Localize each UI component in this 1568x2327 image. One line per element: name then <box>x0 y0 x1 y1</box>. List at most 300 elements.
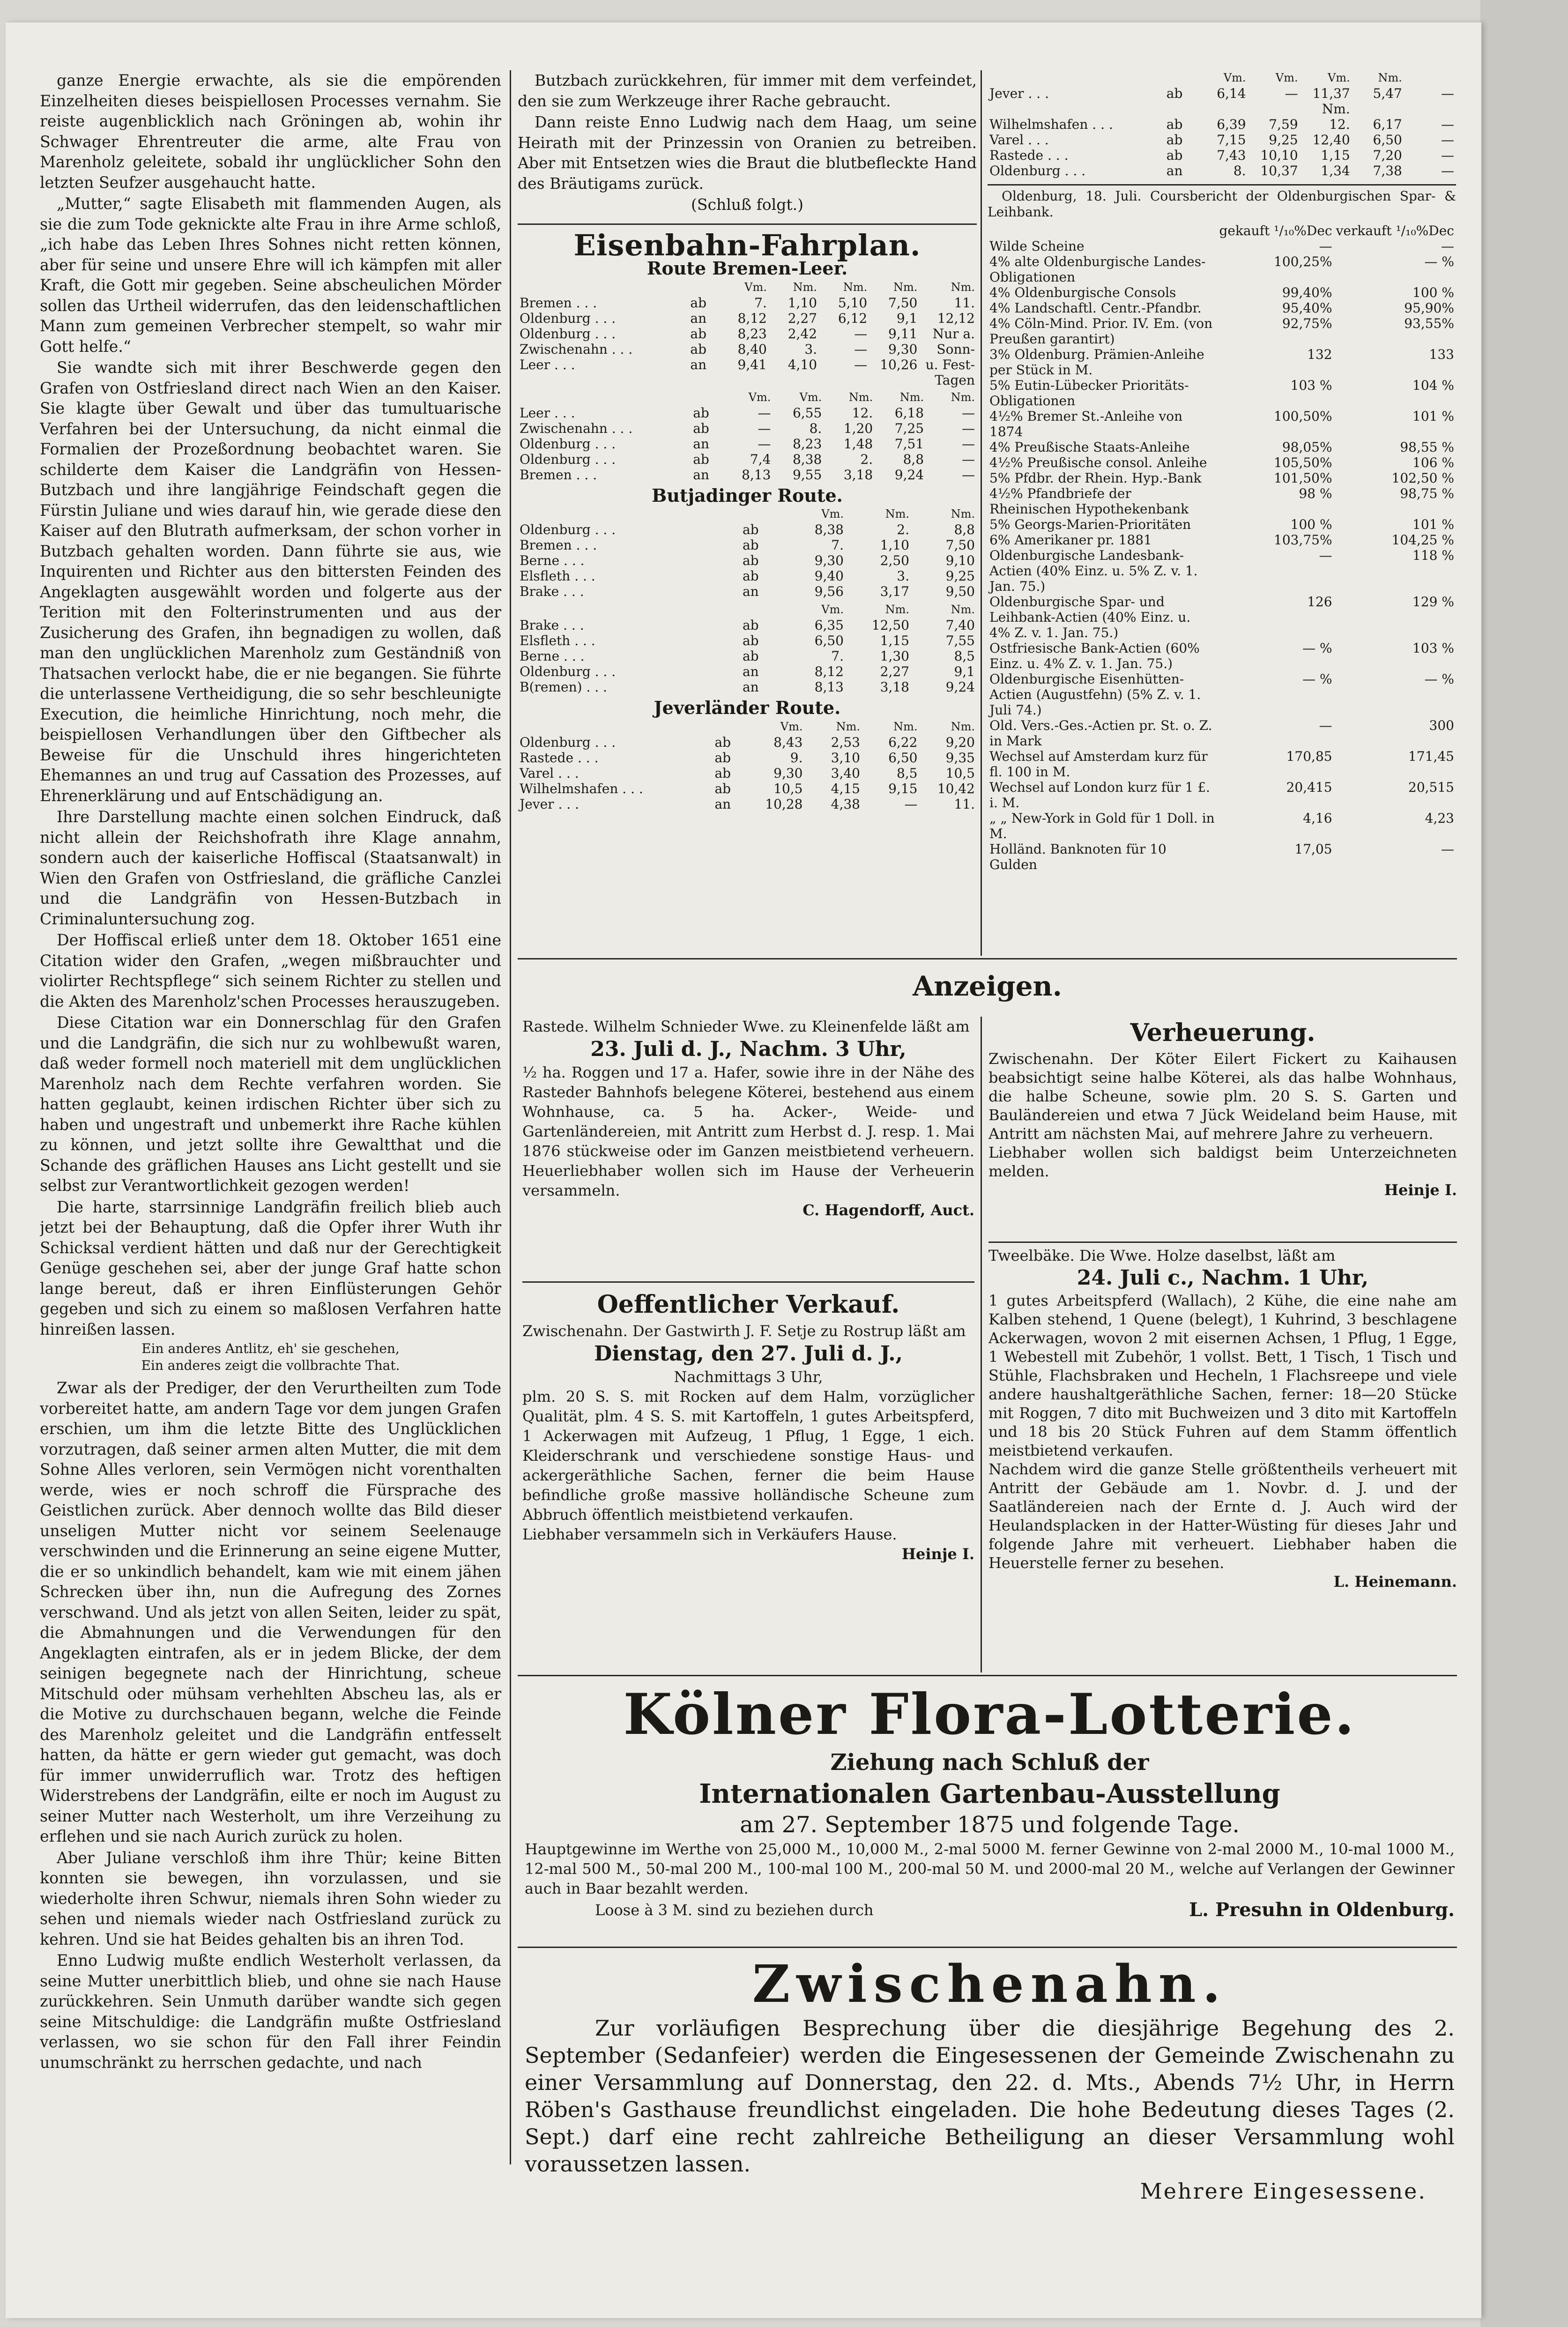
timetable-row <box>518 648 977 664</box>
station-name: Oldenburg . . . <box>989 163 1086 178</box>
ad-intro: Tweelbäke. Die Wwe. Holze daselbst, läßt am <box>988 1247 1336 1264</box>
sold-price: — <box>1441 238 1454 254</box>
timetable-row <box>988 163 1456 178</box>
bought-price: 132 <box>1307 347 1332 362</box>
timetable-row <box>518 421 977 436</box>
station-name: Oldenburg . . . <box>520 664 616 679</box>
departure-time: 8,43 <box>773 734 803 750</box>
departure-time <box>869 372 919 388</box>
timetable-row <box>988 101 1456 117</box>
ad-body: Zwischenahn. Der Köter Eilert Fickert zu Kaihausen beabsichtigt seine halbe Köterei, als das halbe Wohnhaus, die halbe Scheune, sowie plm. 20 S. S. Garten und Bauländereien und etwa 7 Jück Weideland beim Hause, mit Antritt am nächsten Mai, auf mehrere Jahre zu verheuern. <box>988 1050 1457 1143</box>
ad-time: Nachmittags 3 Uhr, <box>674 1368 823 1386</box>
departure-time: 9,25 <box>945 568 975 584</box>
timetable-header-row <box>988 70 1456 86</box>
ad-intro: Zwischenahn. Der Gastwirth J. F. Setje zu Rostrup läßt am <box>522 1322 966 1340</box>
ad-flora-lottery <box>525 1682 1455 1920</box>
bought-price: — <box>1319 548 1332 563</box>
departure-time: — <box>758 436 771 452</box>
departure-time: 9,55 <box>792 467 822 483</box>
time-header: Nm. <box>793 280 817 294</box>
timetable-row <box>988 86 1456 101</box>
departure-time: 9,40 <box>814 568 844 584</box>
departure-time: 11. <box>954 295 975 311</box>
direction: ab <box>714 750 731 766</box>
direction: an <box>714 796 731 812</box>
departure-time: 10,42 <box>937 781 975 796</box>
bought-price: 20,415 <box>1286 780 1332 795</box>
section-rule <box>518 223 977 225</box>
security-name: Oldenburgische Eisenhütten-Actien (Augustfehn) (5% Z. v. 1. Juli 74.) <box>989 671 1201 718</box>
departure-time: 1,10 <box>880 537 909 553</box>
station-name: Wilhelmshafen . . . <box>989 117 1113 132</box>
timetable-row <box>518 452 977 467</box>
time-header: Vm. <box>821 507 844 520</box>
time-header: Nm. <box>885 603 909 616</box>
direction: an <box>690 357 707 372</box>
departure-time: 3. <box>897 568 909 584</box>
timetable-row <box>518 664 977 679</box>
departure-time: 9,35 <box>945 750 975 766</box>
security-name: 4½% Pfandbriefe der Rheinischen Hypothekenbank <box>989 486 1189 517</box>
direction-header <box>688 280 718 295</box>
departure-time: 4,15 <box>831 781 860 796</box>
time-header: Vm. <box>799 390 822 404</box>
timetable-header-row <box>518 719 977 735</box>
route-title: Route Bremen-Leer. <box>647 258 848 279</box>
timetable-row <box>518 584 977 599</box>
course-report-title: Oldenburg, 18. Juli. Coursbericht der Oldenburgischen Spar- & Leihbank. <box>988 188 1456 220</box>
timetable-row <box>518 781 977 796</box>
timetable-row <box>518 311 977 326</box>
security-name: 5% Eutin-Lübecker Prioritäts-Obligationen <box>989 378 1189 409</box>
station-name: Oldenburg . . . <box>520 310 616 326</box>
departure-time: — <box>1441 86 1454 101</box>
ad-tweelbaeke <box>988 1246 1457 1591</box>
bought-price: 103 % <box>1290 378 1332 393</box>
notice-title: Zwischenahn. <box>752 1954 1227 2014</box>
departure-time: 2. <box>897 522 909 537</box>
departure-time: 3,17 <box>880 584 909 599</box>
departure-time: 3,10 <box>831 750 860 766</box>
sold-price: 133 <box>1429 347 1454 362</box>
sold-price: — % <box>1424 671 1454 687</box>
timetable-bremen-leer <box>518 280 977 388</box>
bought-price: — <box>1319 238 1332 254</box>
departure-time: 9,24 <box>894 467 924 483</box>
ads-heading: Anzeigen. <box>913 970 1062 1002</box>
sold-price: 102,50 % <box>1391 470 1454 486</box>
departure-time: Nur a. <box>932 326 975 342</box>
station-name: Varel . . . <box>989 132 1049 148</box>
course-row <box>988 671 1456 718</box>
security-name: 5% Pfdbr. der Rhein. Hyp.-Bank <box>989 470 1202 486</box>
departure-time: 9,11 <box>888 326 918 342</box>
time-header: Vm. <box>748 390 771 404</box>
ad-verheuerung <box>988 1017 1457 1199</box>
direction: ab <box>1166 117 1183 132</box>
bought-price: — % <box>1302 671 1332 687</box>
departure-time: — <box>1441 132 1454 148</box>
paragraph: ganze Energie erwachte, als sie die empörenden Einzelheiten dieses beispiellosen Processes vernahm. Sie reiste augenblicklich nach Gröningen ab, wohin ihr Schwager Ehrentreuter die arme, alte Frau von Marenholz geleitete, sobald ihr unglücklicher Sohn den letzten Seufzer ausgehaucht hatte. <box>40 71 501 192</box>
departure-time: 7,59 <box>1269 117 1298 132</box>
sold-price: 20,515 <box>1408 780 1454 795</box>
station-name: Elsfleth . . . <box>520 633 595 648</box>
course-label-header <box>988 223 1217 238</box>
direction-header <box>1165 70 1196 86</box>
time-header: Vm. <box>821 603 844 616</box>
departure-time: — <box>962 405 975 421</box>
paragraph: Enno Ludwig mußte endlich Westerholt verlassen, da seine Mutter unerbittlich blieb, und ohne sie nach Hause zurückkehren. Sein Unmuth darüber wandte sich gegen seine Mitschuldige: die Landgräfin mußte Ostfriesland verlassen, wo sie schon für den Fall ihrer Feindin unumschränkt zu herrschen gedachte, und nach <box>40 1951 501 2072</box>
sold-price: 300 <box>1429 718 1454 733</box>
course-row <box>988 548 1456 594</box>
direction <box>688 372 718 388</box>
departure-time: 8,13 <box>742 467 771 483</box>
course-table <box>988 223 1456 872</box>
bought-price: 103,75% <box>1274 532 1332 548</box>
lottery-line: Internationalen Gartenbau-Ausstellung <box>699 1778 1280 1809</box>
time-header: Vm. <box>1275 71 1298 84</box>
direction: ab <box>714 765 731 781</box>
departure-time: 1,10 <box>788 295 817 311</box>
column-divider <box>981 1017 982 1673</box>
departure-time: 1,34 <box>1321 163 1350 178</box>
ad-intro: Rastede. Wilhelm Schnieder Wwe. zu Kleinenfelde läßt am <box>522 1018 970 1035</box>
station-name: Oldenburg . . . <box>520 734 616 750</box>
security-name: 6% Amerikaner pr. 1881 <box>989 532 1152 548</box>
course-row <box>988 254 1456 285</box>
station-name: Wilhelmshafen . . . <box>520 781 643 796</box>
departure-time: — <box>758 405 771 421</box>
ad-zwischenahn <box>525 1954 1455 2205</box>
timetable-row <box>988 117 1456 132</box>
departure-time: 1,30 <box>880 648 909 664</box>
departure-time: 8,38 <box>792 451 822 467</box>
direction: ab <box>714 734 731 750</box>
departure-time: 6,55 <box>792 405 822 421</box>
direction: ab <box>742 648 759 664</box>
direction: ab <box>742 537 759 553</box>
lottery-title: Kölner Flora-Lotterie. <box>623 1682 1356 1747</box>
paragraph: Der Hoffiscal erließ unter dem 18. Oktober 1651 eine Citation wider den Grafen, „wegen mißbrauchter und violirter Rechtspflege“ sich seinem Richter zu stellen und die Akten des Marenholz'schen Processes herauszugeben. <box>40 931 501 1011</box>
security-name: „ „ New-York in Gold für 1 Doll. in M. <box>989 810 1215 841</box>
section-rule <box>988 184 1456 186</box>
paragraph: Sie wandte sich mit ihrer Beschwerde gegen den Grafen von Ostfriesland direct nach Wien an den Kaiser. Sie klagte über Gewalt und über das tumultuarische Verfahren bei der Untersuchung, da nicht einmal die Formalien der Prozeßordnung beobachtet waren. Sie schilderte dem Kaiser die Landgräfin von Hessen-Butzbach und ihre langjährige Feindschaft gegen die Fürstin Juliane und wies darauf hin, wie gerade diese den Kaiser auf den Blutrath aufmerksam, der schon vorher in Butzbach gehalten worden. Dann führte sie aus, wie Inquirenten und Richter aus den bittersten Feinden des Angeklagten ausgewählt worden und folgerte aus der Terition mit den Folterinstrumenten und aus der Zusicherung des Grafen, ihn begnadigen zu wollen, daß man den unglücklichen Marenholz zum Geständniß von Thatsachen verlockt habe, die er nie begangen. Sie führte die unterlassene Vertheidigung, die so sehr beschleunigte Execution, die heimliche Hinrichtung, noch mehr, die beispiellosen Verhandlungen über den Giftbecher als Beweise für die Unschuld ihres hingerichteten Ehemannes an und trug auf Cassation des Prozesses, auf Ehrenerklärung und auf Entschädigung an. <box>40 358 501 805</box>
timetable-row <box>518 372 977 388</box>
time-header: Vm. <box>744 280 767 294</box>
security-name: Wechsel auf London kurz für 1 £. i. M. <box>989 780 1210 810</box>
departure-time: 3,18 <box>880 679 909 695</box>
departure-time: 10,5 <box>773 781 803 796</box>
section-rule <box>518 958 1457 959</box>
course-row <box>988 409 1456 439</box>
departure-time: 7,25 <box>894 420 924 436</box>
sold-price: 104 % <box>1412 378 1454 393</box>
time-header: Nm. <box>899 390 924 404</box>
station-name: Zwischenahn . . . <box>520 420 633 436</box>
course-row <box>988 810 1456 841</box>
departure-time: — <box>962 467 975 483</box>
timetable-leer-bremen <box>518 390 977 483</box>
quote-line: Ein anderes Antlitz, eh' sie geschehen, <box>141 1341 400 1356</box>
time-header: Nm. <box>951 280 975 294</box>
time-header: Nm. <box>848 390 873 404</box>
course-row <box>988 749 1456 780</box>
security-name: Old. Vers.-Ges.-Actien pr. St. o. Z. in Mark <box>989 718 1212 749</box>
bought-price: 17,05 <box>1294 841 1332 857</box>
departure-time: 6,14 <box>1217 86 1246 101</box>
direction: ab <box>1166 86 1183 101</box>
departure-time: 3. <box>804 341 817 357</box>
page-edge <box>1480 0 1568 2327</box>
course-row <box>988 470 1456 486</box>
right-column <box>988 70 1456 960</box>
departure-time: 2,42 <box>788 326 817 342</box>
ad-body: plm. 20 S. S. mit Rocken auf dem Halm, vorzüglicher Qualität, plm. 4 S. S. mit Kartoffeln, 1 gutes Arbeitspferd, 1 Ackerwagen mit Aufzeug, 1 Pflug, 1 Egge, 1 eich. Kleiderschrank und verschiedene sonstige Haus- und ackergeräthliche Sachen, ferner die beim Hause befindliche große massive holländische Scheune zum Abbruch öffentlich meistbietend verkaufen. <box>522 1388 974 1524</box>
time-header: Nm. <box>843 280 868 294</box>
departure-time: 9,1 <box>954 664 975 679</box>
course-row <box>988 517 1456 532</box>
departure-time: 8,8 <box>903 451 924 467</box>
section-rule <box>522 1281 974 1283</box>
timetable-row <box>518 633 977 648</box>
time-header: Nm. <box>951 720 975 733</box>
departure-time: 8,13 <box>814 679 844 695</box>
departure-time: Sonn- <box>936 341 975 357</box>
departure-time: 8. <box>1233 163 1246 178</box>
sold-price: 171,45 <box>1408 749 1454 764</box>
ad-date: 24. Juli c., Nachm. 1 Uhr, <box>1077 1266 1369 1290</box>
departure-time: 7,43 <box>1217 148 1246 163</box>
direction: ab <box>742 522 759 537</box>
course-row <box>988 316 1456 347</box>
security-name: Oldenburgische Spar- und Leihbank-Actien (40% Einz. u. 4% Z. v. 1. Jan. 75.) <box>989 594 1191 640</box>
ad-public-sale <box>522 1288 974 1564</box>
course-column-header: verkauft ¹/₁₀%Dec <box>1336 223 1454 238</box>
time-header: Nm. <box>893 280 918 294</box>
departure-time: 6,50 <box>888 750 918 766</box>
paragraph: Zwar als der Prediger, der den Verurtheilten zum Tode vorbereitet hatte, am andern Tage vor dem jungen Grafen erschien, um ihm die letzte Bitte des Unglücklichen vorzutragen, daß seiner armen alten Mutter, die mit dem Sohne Alles verloren, sein Vermögen nicht vorenthalten werde, wies er noch schroff die Fürsprache des Geistlichen zurück. Aber dennoch wollte das Bild dieser unseligen Mutter nicht vor seinem Seelenauge verschwinden und die Erinnerung an seine eigene Mutter, die er so unkindlich behandelt, kam wie mit einem jähen Schrecken über ihn, nun die Aufregung des Zornes verschwand. Und als jetzt von allen Seiten, leider zu spät, die Abmahnungen und die Verwendungen für den Angeklagten eintrafen, als er in jedem Blicke, der dem seinigen begegnete nach der Hinrichtung, scheue Mitschuld oder mühsam verhehlten Abscheu las, als er die Motive zu durchschauen begann, welche die Feinde des Marenholz geleitet und die Landgräfin entfesselt hatten, da hätte er gern wieder gut gemacht, was doch für immer unwiderruflich war. Trotz des heftigen Widerstrebens der Landgräfin, eilte er noch im August zu seiner Mutter nach Westerholt, um ihre Verzeihung zu erflehen und sie nach Aurich zurück zu holen. <box>40 1379 501 1845</box>
bought-price: 4,16 <box>1303 810 1332 826</box>
sold-price: 103 % <box>1412 640 1454 656</box>
station-name: Zwischenahn . . . <box>520 341 633 357</box>
time-header: Nm. <box>885 507 909 520</box>
departure-time: 9,41 <box>737 357 767 372</box>
departure-time: 9,30 <box>888 341 918 357</box>
sold-price: 118 % <box>1412 548 1454 563</box>
departure-time: 6,17 <box>1373 117 1402 132</box>
departure-time: 7. <box>831 648 844 664</box>
departure-time: 7,4 <box>750 451 771 467</box>
sold-price: 101 % <box>1412 409 1454 424</box>
timetable-row <box>988 132 1456 148</box>
sold-price: 106 % <box>1412 455 1454 470</box>
departure-time: 12. <box>1329 117 1350 132</box>
departure-time: 8. <box>809 420 822 436</box>
departure-time: — <box>1441 148 1454 163</box>
departure-time: 8,8 <box>954 522 975 537</box>
departure-time <box>769 372 819 388</box>
ad-signature: Heinje I. <box>901 1545 974 1563</box>
timetable-row <box>518 342 977 357</box>
departure-time: 3,18 <box>843 467 873 483</box>
direction <box>1165 101 1196 117</box>
station-name: Berne . . . <box>520 648 585 664</box>
direction: ab <box>690 326 707 342</box>
station-name: Bremen . . . <box>520 467 597 483</box>
paragraph: Die harte, starrsinnige Landgräfin freilich blieb auch jetzt bei der Behauptung, daß die Opfer ihrer Wuth ihr Schicksal verdient hätten und daß nur der Gerechtigkeit Genüge geschehen sei, aber der junge Graf hatte schon lange bereut, daß er ihren Einflüsterungen Gehör gegeben und sich zu einem so maßlosen Verfahren hatte hinreißen lassen. <box>40 1197 501 1338</box>
departure-time: 1,15 <box>1321 148 1350 163</box>
course-row <box>988 378 1456 409</box>
sold-price: 98,75 % <box>1400 486 1454 501</box>
direction-header <box>713 719 747 735</box>
paragraph: Butzbach zurückkehren, für immer mit dem verfeindet, den sie zum Werkzeuge ihrer Rache gebraucht. <box>518 71 977 110</box>
timetable-row <box>518 295 977 311</box>
sold-price: 101 % <box>1412 517 1454 532</box>
course-row <box>988 300 1456 316</box>
direction: ab <box>1166 148 1183 163</box>
departure-time: 6,12 <box>838 310 868 326</box>
departure-time: 8,12 <box>737 310 767 326</box>
bought-price: 98,05% <box>1282 439 1332 455</box>
course-row <box>988 486 1456 517</box>
direction: ab <box>693 451 709 467</box>
direction: ab <box>742 568 759 584</box>
time-header: Nm. <box>951 507 975 520</box>
security-name: 5% Georgs-Marien-Prioritäten <box>989 517 1191 532</box>
departure-time: 1,15 <box>880 633 909 648</box>
continued-note: (Schluß folgt.) <box>691 195 803 214</box>
departure-time: 4,38 <box>831 796 860 812</box>
direction: an <box>742 584 759 599</box>
timetable-butjadinger-return <box>518 602 977 695</box>
departure-time: 2,27 <box>788 310 817 326</box>
security-name: Oldenburgische Landesbank-Actien (40% Einz. u. 5% Z. v. 1. Jan. 75.) <box>989 548 1198 594</box>
station-name: Rastede . . . <box>989 148 1069 163</box>
timetable-butjadinger <box>518 506 977 599</box>
security-name: Ostfriesische Bank-Actien (60% Einz. u. 4% Z. v. 1. Jan. 75.) <box>989 640 1200 671</box>
course-row <box>988 780 1456 810</box>
direction: an <box>690 310 707 326</box>
departure-time <box>819 372 869 388</box>
paragraph: Aber Juliane verschloß ihm ihre Thür; keine Bitten konnten sie bewegen, ihn vorzulassen, und sie wiederholte ihren Schwur, niemals ihren Sohn wieder zu sehen und niemals wieder nach Ostfriesland zurück zu kehren. Und sie hat Beides gehalten bis an ihren Tod. <box>40 1848 501 1948</box>
time-header: Nm. <box>951 603 975 616</box>
departure-time: 7,15 <box>1217 132 1246 148</box>
route-title: Jeverländer Route. <box>654 697 841 718</box>
ad-signature: Heinje I. <box>1384 1181 1457 1199</box>
departure-time <box>719 372 769 388</box>
lottery-loose: Loose à 3 M. sind zu beziehen durch <box>595 1901 874 1919</box>
departure-time: 6,35 <box>814 617 844 633</box>
course-row <box>988 455 1456 470</box>
station-name: Brake . . . <box>520 584 584 599</box>
section-rule <box>988 1242 1457 1243</box>
station-name: Berne . . . <box>520 553 585 568</box>
security-name: Wilde Scheine <box>989 238 1085 254</box>
station-name: Oldenburg . . . <box>520 522 616 537</box>
direction: an <box>693 436 709 452</box>
bought-price: 101,50% <box>1274 470 1332 486</box>
departure-time: 9,30 <box>773 765 803 781</box>
timetable-row <box>518 522 977 537</box>
departure-time: — <box>1285 86 1298 101</box>
departure-time <box>1404 101 1456 117</box>
timetable-header-row <box>518 390 977 405</box>
station-name: Rastede . . . <box>520 750 599 766</box>
station-header <box>518 506 741 522</box>
timetable-row <box>518 405 977 421</box>
sold-price: 98,55 % <box>1400 439 1454 455</box>
departure-time: 8,23 <box>737 326 767 342</box>
direction: ab <box>714 781 731 796</box>
timetable-jever-oldenburg <box>988 70 1456 178</box>
course-row <box>988 718 1456 749</box>
bought-price: 98 % <box>1299 486 1332 501</box>
sold-price: 4,23 <box>1425 810 1454 826</box>
course-row <box>988 285 1456 300</box>
departure-time: 8,38 <box>814 522 844 537</box>
ad-title: Verheuerung. <box>1130 1019 1315 1047</box>
departure-time: 7. <box>831 537 844 553</box>
course-row <box>988 347 1456 378</box>
direction: an <box>1166 163 1183 178</box>
timetable-jeverlaender <box>518 719 977 812</box>
security-name: 4% Landschaftl. Centr.-Pfandbr. <box>989 300 1202 316</box>
departure-time: 11,37 <box>1312 86 1350 101</box>
departure-time: 1,48 <box>843 436 873 452</box>
departure-time: — <box>758 420 771 436</box>
bought-price: 126 <box>1307 594 1332 610</box>
time-header: Nm. <box>1378 71 1402 84</box>
ad-body: ½ ha. Roggen und 17 a. Hafer, sowie ihre in der Nähe des Rasteder Bahnhofs belegene Köterei, bestehend aus einem Wohnhause, ca. 5 ha. Acker-, Weide- und Gartenländereien, mit Antritt zum Herbst d. J. resp. 1. Mai 1876 stückweise oder im Ganzen meistbietend verheuern. Heuerliebhaber wollen sich im Hause der Verheuerin versammeln. <box>522 1063 974 1199</box>
direction: ab <box>690 341 707 357</box>
departure-time <box>1196 101 1248 117</box>
ad-body: Nachdem wird die ganze Stelle größtentheils verheuert mit Antritt der Gebäude am 1. Novbr. d. J. und der Saatländereien nach der Ernte d. J. Auch wird der Heulandsplacken in der Hatter-Wüsting für dieses Jahr und folgende Jahre mit verheuert. Liebhaber haben die Heuerstelle ferner zu besehen. <box>988 1460 1457 1572</box>
time-header: Nm. <box>951 390 975 404</box>
departure-time: 4,10 <box>788 357 817 372</box>
timetable-row <box>518 436 977 452</box>
bought-price: 95,40% <box>1282 300 1332 316</box>
course-row <box>988 439 1456 455</box>
security-name: 4% Oldenburgische Consols <box>989 285 1176 300</box>
middle-column <box>518 70 977 960</box>
direction: an <box>742 664 759 679</box>
departure-time: 8,12 <box>814 664 844 679</box>
departure-time: 9,30 <box>814 553 844 568</box>
course-row <box>988 238 1456 254</box>
direction: ab <box>742 633 759 648</box>
bought-price: 100 % <box>1290 517 1332 532</box>
departure-time: 8,5 <box>954 648 975 664</box>
timetable-row <box>518 679 977 695</box>
course-header-row <box>988 223 1456 238</box>
direction: ab <box>693 405 709 421</box>
departure-time: 11. <box>954 796 975 812</box>
bought-price: 92,75% <box>1282 316 1332 331</box>
direction: ab <box>1166 132 1183 148</box>
departure-time <box>1352 101 1404 117</box>
sold-price: 104,25 % <box>1391 532 1454 548</box>
timetable-row <box>518 568 977 584</box>
bought-price: 100,25% <box>1274 254 1332 269</box>
departure-time: — <box>854 357 868 372</box>
timetable-header-row <box>518 280 977 295</box>
time-header: Nm. <box>836 720 860 733</box>
departure-time: 9,1 <box>896 310 918 326</box>
departure-time: 7,38 <box>1373 163 1402 178</box>
station-header <box>518 280 688 295</box>
departure-time: Tagen <box>935 372 975 388</box>
departure-time: 9,20 <box>945 734 975 750</box>
